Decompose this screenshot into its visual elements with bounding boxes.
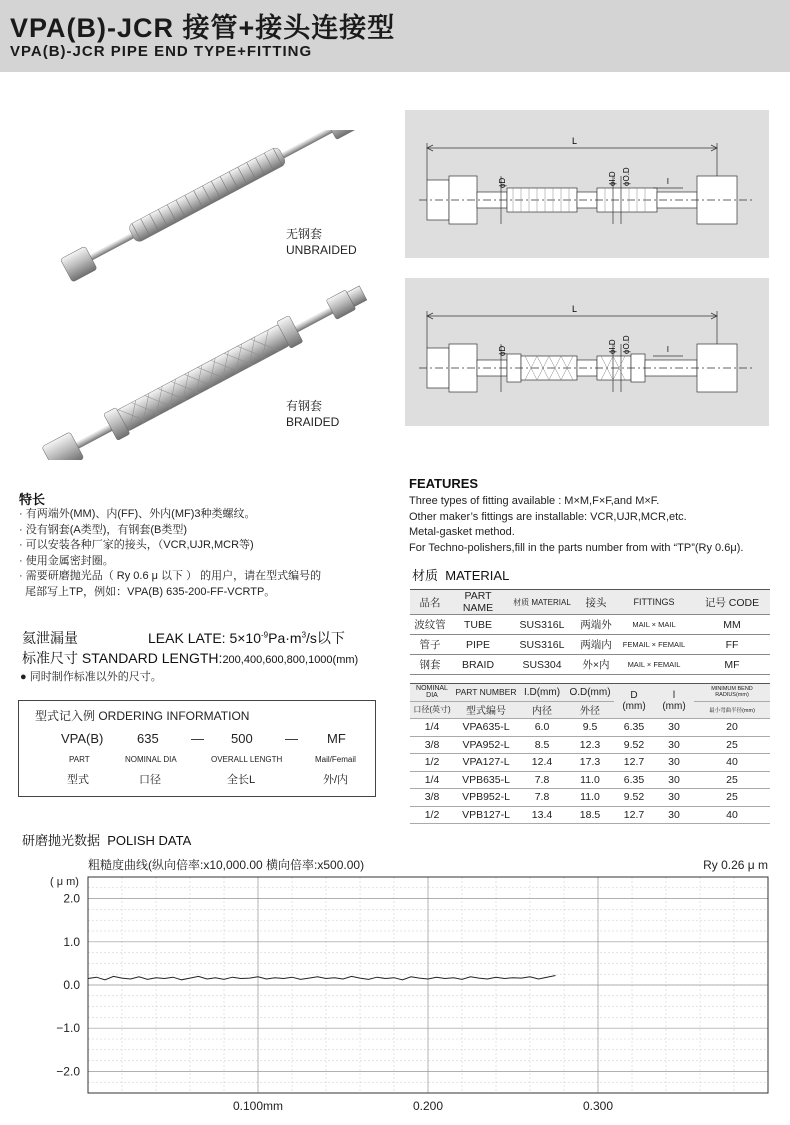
- dim-l-label: l: [667, 177, 669, 186]
- list-item: · 使用金属密封圈。: [19, 554, 114, 567]
- list-item: · 需要研磨抛光品（ Ry 0.6 μ 以下 ） 的用户，请在型式编号的: [19, 570, 322, 582]
- material-heading: 材质 MATERIAL: [412, 568, 510, 583]
- drawing-braided: [405, 278, 769, 426]
- ordering-fitting: MF: [327, 731, 346, 746]
- ordering-part: VPA(B): [61, 731, 104, 746]
- dim-L-label: L: [572, 304, 578, 314]
- standard-length: 标准尺寸 STANDARD LENGTH:200,400,600,800,1000(mm): [22, 650, 359, 666]
- list-item: Other maker’s fittings are installable: VCR,UJR,MCR,etc.: [409, 510, 687, 523]
- dim-OD-label: ϕO.D: [622, 167, 631, 186]
- y-tick-label: −2.0: [56, 1064, 80, 1079]
- dim-D-label: ϕD: [498, 345, 507, 356]
- dim-OD-label: ϕO.D: [622, 335, 631, 354]
- table-row: 品名 PART NAME 材质 MATERIAL 接头 FITTINGS 记号 CODE: [410, 590, 770, 615]
- dimensions-table: [410, 683, 770, 824]
- unbraided-label-cn: 无钢套: [286, 227, 323, 241]
- drawing-unbraided: [405, 110, 769, 258]
- table-row: 1/4 VPA635-L 6.0 9.5 6.35 30 20: [410, 719, 770, 737]
- braided-label-en: BRAIDED: [286, 415, 340, 429]
- table-row: 1/4 VPB635-L 7.8 11.0 6.35 30 25: [410, 771, 770, 789]
- ordering-dash: —: [191, 731, 204, 746]
- y-tick-label: 1.0: [63, 934, 80, 949]
- ordering-dia: 635: [137, 731, 159, 746]
- ordering-length: 500: [231, 731, 253, 746]
- polish-heading: 研磨抛光数据 POLISH DATA: [22, 833, 192, 848]
- braided-label-cn: 有钢套: [286, 399, 323, 413]
- ordering-dash: —: [285, 731, 298, 746]
- features-en-list: [409, 494, 779, 556]
- table-row: 3/8 VPB952-L 7.8 11.0 9.52 30 25: [410, 789, 770, 807]
- roughness-chart: [20, 855, 772, 1117]
- features-cn-heading: 特长: [19, 492, 46, 507]
- list-item: · 有两端外(MM)、内(FF)、外内(MF)3种类螺纹。: [19, 508, 256, 520]
- y-axis-label: ( μ m): [50, 876, 79, 888]
- list-item: 尾部写上TP，例如：VPA(B) 635-200-FF-VCRTP。: [25, 585, 276, 598]
- dim-l-label: l: [667, 345, 669, 354]
- braided-hose-image: [42, 280, 370, 460]
- y-tick-label: −1.0: [56, 1021, 80, 1036]
- table-row: NOMINAL DIA PART NUMBER I.D(mm) O.D(mm) D (mm) l (mm) MINIMUM BEND RADIUS(mm): [410, 684, 770, 702]
- table-row: 管子 PIPE SUS316L 两端内 FEMAIL × FEMAIL FF: [410, 635, 770, 655]
- dim-ID-label: ϕI.D: [608, 171, 617, 186]
- features-en-heading: FEATURES: [409, 476, 479, 491]
- leak-rate: 氦泄漏量 LEAK LATE: $5\times 10^{-9}Pa\cdot m^3/s$以下: [22, 630, 345, 646]
- unbraided-hose-image: [60, 130, 369, 282]
- y-tick-label: 0.0: [63, 978, 80, 992]
- x-tick-label: 0.100mm: [232, 1099, 284, 1113]
- table-row: 1/2 VPB127-L 13.4 18.5 12.7 30 40: [410, 806, 770, 824]
- page-title: VPA(B)-JCR 接管+接头连接型: [10, 13, 396, 43]
- custom-size-note: ● 同时制作标准以外的尺寸。: [20, 671, 162, 683]
- chart-title: 粗糙度曲线(纵向倍率:x10,000.00 横向倍率:x500.00): [88, 858, 365, 872]
- features-cn-list: [19, 507, 389, 600]
- table-row: 口径(英寸) 型式编号 内径 外径 最小弯曲半径(mm): [410, 701, 770, 719]
- ordering-information-box: 型式记入例 ORDERING INFORMATION VPA(B) 635 — 500 — MF PART NOMINAL DIA OVERALL LENGTH Mail/Femail 型式 口径 全长L 外/内: [18, 700, 376, 797]
- material-table: [410, 589, 770, 675]
- list-item: For Techno-polishers,fill in the parts number from with “TP”(Ry 0.6μ).: [409, 541, 744, 554]
- list-item: Three types of fitting available : M×M,F×F,and M×F.: [409, 495, 660, 507]
- unbraided-label-en: UNBRAIDED: [286, 243, 357, 257]
- page-subtitle: VPA(B)-JCR PIPE END TYPE+FITTING: [10, 43, 313, 60]
- x-tick-label: 0.300: [582, 1099, 614, 1113]
- dim-L-label: L: [572, 136, 578, 146]
- roughness-line: [88, 976, 556, 980]
- table-row: 钢套 BRAID SUS304 外×内 MAIL × FEMAIL MF: [410, 655, 770, 675]
- list-item: Metal-gasket method.: [409, 526, 515, 538]
- y-tick-label: 2.0: [63, 891, 80, 906]
- ordering-title: 型式记入例 ORDERING INFORMATION: [35, 709, 250, 723]
- table-row: 3/8 VPA952-L 8.5 12.3 9.52 30 25: [410, 736, 770, 754]
- table-row: 波纹管 TUBE SUS316L 两端外 MAIL × MAIL MM: [410, 615, 770, 635]
- x-tick-label: 0.200: [412, 1099, 444, 1113]
- list-item: · 可以安装各种厂家的接头，（VCR,UJR,MCR等): [19, 539, 254, 551]
- dim-ID-label: ϕI.D: [608, 339, 617, 354]
- ry-annotation: Ry 0.26 μ m: [703, 858, 768, 872]
- table-row: 1/2 VPA127-L 12.4 17.3 12.7 30 40: [410, 754, 770, 772]
- dim-D-label: ϕD: [498, 177, 507, 188]
- list-item: · 没有钢套(A类型)，有钢套(B类型): [19, 523, 188, 536]
